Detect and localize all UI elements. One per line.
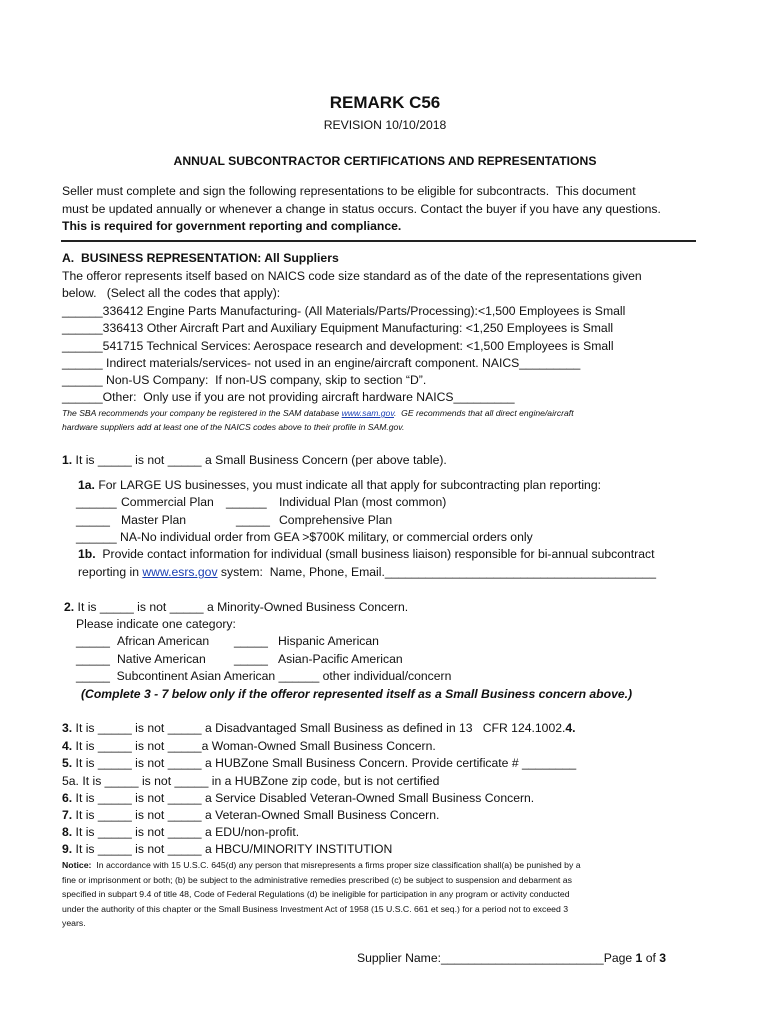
category-blank[interactable]: _____ — [76, 652, 110, 666]
plan-option-na[interactable]: ______ NA-No individual order from GEA >$700K military, or commercial orders only — [76, 530, 533, 544]
intro-line-2: must be updated annually or whenever a change in status occurs. Contact the buyer if you have any questions. — [62, 202, 661, 216]
question-item: 5a. It is _____ is not _____ in a HUBZone zip code, but is not certified — [62, 774, 440, 788]
notice-line-2: fine or imprisonment or both; (b) be subject to the administrative remedies prescribed (c) be subject to suspension and debarment as — [62, 875, 572, 885]
page-indicator: Page 1 of 3 — [603, 951, 667, 965]
question-item: 9. It is _____ is not _____ a HBCU/MINORITY INSTITUTION — [62, 842, 393, 856]
naics-option[interactable]: ______336412 Engine Parts Manufacturing- (All Materials/Parts/Processing):<1,500 Employees is Small — [62, 304, 626, 318]
question-1b: 1b. Provide contact information for individual (small business liaison) responsible for bi-annual subcontract — [78, 547, 655, 561]
question-item: 7. It is _____ is not _____ a Veteran-Owned Small Business Concern. — [62, 808, 440, 822]
category-blank[interactable]: _____ — [234, 652, 268, 666]
naics-option[interactable]: ______336413 Other Aircraft Part and Auxiliary Equipment Manufacturing: <1,250 Employees is Small — [62, 321, 614, 335]
section-a-heading: A. BUSINESS REPRESENTATION: All Suppliers — [62, 251, 339, 265]
plan-option-blank[interactable]: ______ — [226, 495, 267, 509]
question-item: 6. It is _____ is not _____ a Service Disabled Veteran-Owned Small Business Concern. — [62, 791, 535, 805]
notice-line-5: years. — [62, 918, 86, 928]
category-african-american: African American — [117, 634, 210, 648]
category-blank[interactable]: _____ — [76, 634, 110, 648]
intro-line-3: This is required for government reporting and compliance. — [62, 219, 402, 233]
plan-option-blank[interactable]: _____ — [76, 513, 110, 527]
notice-line-4: under the authority of this chapter or the Small Business Investment Act of 1958 (15 U.S.C. 661 et seq.) for a period not to exceed 3 — [62, 904, 569, 914]
question-2: 2. It is _____ is not _____ a Minority-Owned Business Concern. — [64, 600, 409, 614]
notice-line-3: specified in subpart 9.4 of title 48, Code of Federal Regulations (d) be ineligible for participation in any program or activity conducted — [62, 889, 570, 899]
supplier-name-field[interactable]: Supplier Name:________________________ — [357, 951, 604, 965]
question-item: 4. It is _____ is not _____a Woman-Owned Small Business Concern. — [62, 739, 436, 753]
document-title: REMARK C56 — [329, 93, 441, 112]
section-a-line-2: below. (Select all the codes that apply): — [62, 286, 281, 300]
naics-option[interactable]: ______ Non-US Company: If non-US company, skip to section “D”. — [62, 373, 427, 387]
question-1a: 1a. For LARGE US businesses, you must indicate all that apply for subcontracting plan reporting: — [78, 478, 601, 492]
question-2-prompt: Please indicate one category: — [76, 617, 236, 631]
category-native-american: Native American — [117, 652, 206, 666]
esrs-gov-link[interactable]: www.esrs.gov — [142, 565, 218, 579]
plan-option-blank[interactable]: ______ — [76, 495, 117, 509]
section-a-line-1: The offeror represents itself based on NAICS code size standard as of the date of the representations given — [62, 269, 642, 283]
notice-line-1: Notice: In accordance with 15 U.S.C. 645(d) any person that misrepresents a firms proper size classification shall(a) be punished by a — [62, 860, 581, 870]
plan-option-comprehensive: Comprehensive Plan — [279, 513, 393, 527]
category-blank[interactable]: _____ — [234, 634, 268, 648]
section-heading: ANNUAL SUBCONTRACTOR CERTIFICATIONS AND REPRESENTATIONS — [173, 154, 597, 168]
naics-option[interactable]: ______541715 Technical Services: Aerospace research and development: <1,500 Employees is Small — [62, 339, 614, 353]
complete-note: (Complete 3 - 7 below only if the offeror represented itself as a Small Business concern above.) — [81, 687, 633, 701]
revision-date: REVISION 10/10/2018 — [323, 118, 447, 132]
category-subcontinent-asian[interactable]: _____ Subcontinent Asian American ______ other individual/concern — [76, 669, 452, 683]
sba-note: The SBA recommends your company be registered in the SAM database www.sam.gov. GE recommends that all direct engine/aircraft — [62, 408, 574, 418]
question-1b-line-2: reporting in www.esrs.gov system: Name, Phone, Email.________________________________________ — [78, 565, 656, 579]
question-item: 5. It is _____ is not _____ a HUBZone Small Business Concern. Provide certificate # ________ — [62, 756, 577, 770]
plan-option-individual: Individual Plan (most common) — [279, 495, 447, 509]
question-item: 3. It is _____ is not _____ a Disadvantaged Small Business as defined in 13 CFR 124.1002.4. — [62, 721, 576, 735]
question-1: 1. It is _____ is not _____ a Small Business Concern (per above table). — [62, 453, 447, 467]
naics-option[interactable]: ______Other: Only use if you are not providing aircraft hardware NAICS_________ — [62, 390, 515, 404]
question-item: 8. It is _____ is not _____ a EDU/non-profit. — [62, 825, 300, 839]
plan-option-master: Master Plan — [121, 513, 187, 527]
footer — [357, 950, 666, 966]
category-asian-pacific-american: Asian-Pacific American — [278, 652, 403, 666]
plan-option-commercial: Commercial Plan — [121, 495, 214, 509]
intro-line-1: Seller must complete and sign the following representations to be eligible for subcontracts. This document — [62, 184, 636, 198]
sba-note-line-2: hardware suppliers add at least one of the NAICS codes above to their profile in SAM.gov. — [62, 422, 405, 432]
sam-gov-link[interactable]: www.sam.gov — [341, 408, 394, 418]
category-hispanic-american: Hispanic American — [278, 634, 379, 648]
plan-option-blank[interactable]: _____ — [236, 513, 270, 527]
divider — [61, 240, 696, 242]
naics-option[interactable]: ______ Indirect materials/services- not used in an engine/aircraft component. NAICS_________ — [62, 356, 581, 370]
